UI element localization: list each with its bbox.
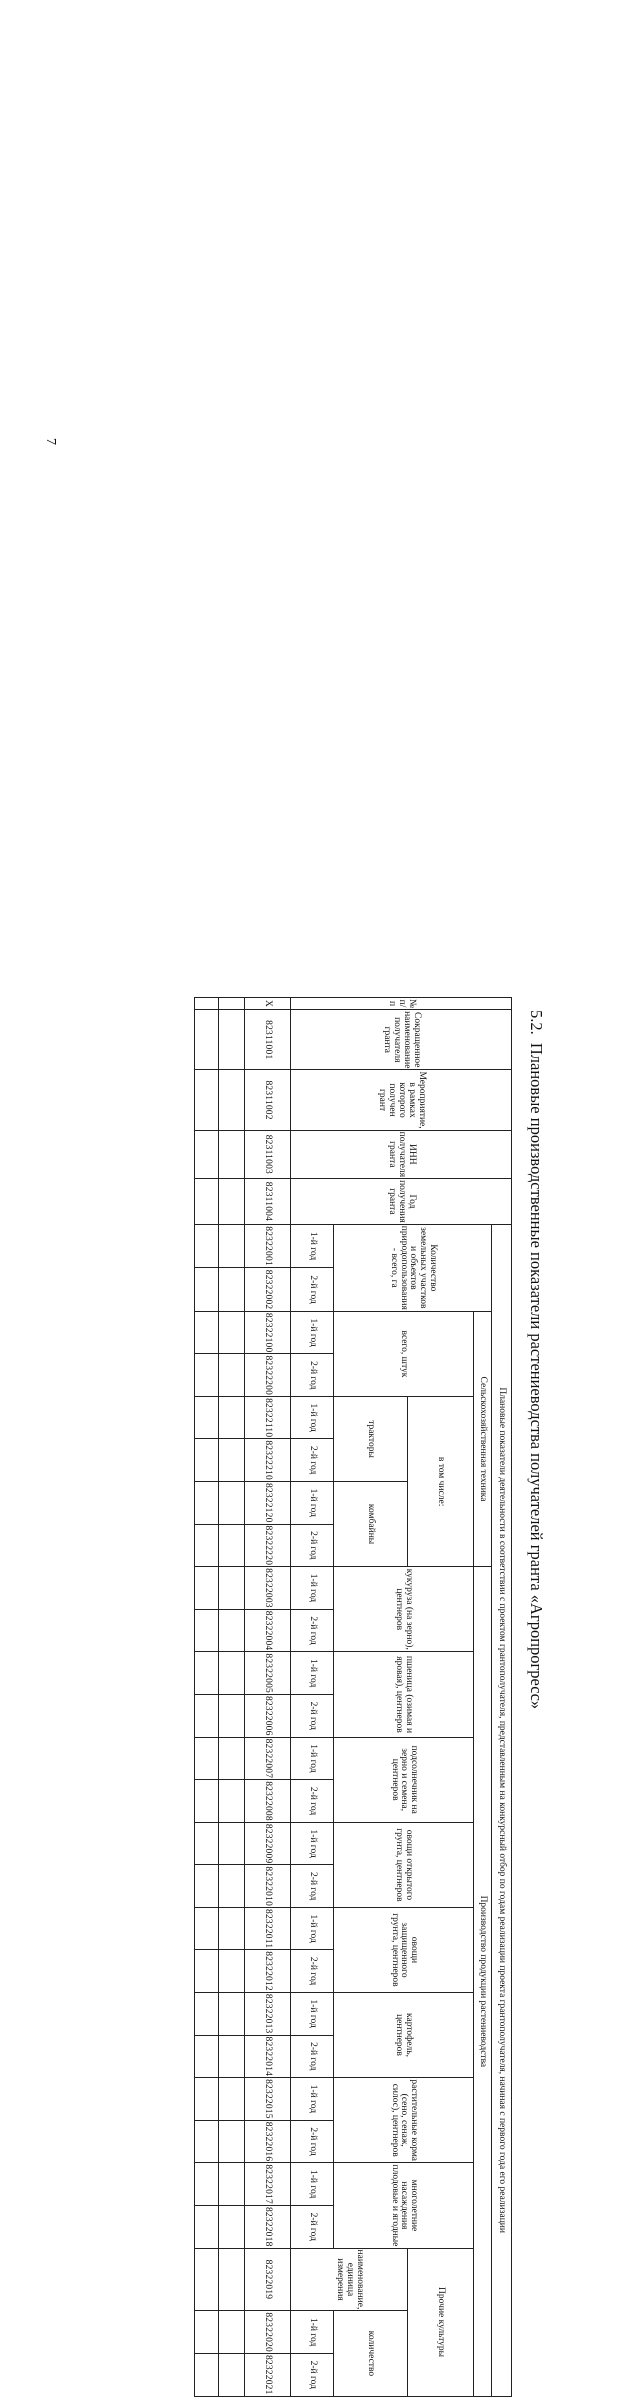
header-inn: ИНН получателя гранта: [291, 1130, 512, 1178]
header-corn: кукуруза (на зерно), центнеров: [334, 1567, 474, 1652]
code-cell: 82322002: [245, 1268, 291, 1312]
code-cell: 82322003: [245, 1567, 291, 1610]
header-including: в том числе:: [408, 1397, 474, 1567]
codes-row: [245, 998, 291, 2397]
section-number: 5.2.: [527, 1010, 546, 1035]
page-number: 7: [43, 438, 58, 445]
header-tractors: тракторы: [334, 1397, 408, 1482]
code-cell: 82322014: [245, 2035, 291, 2078]
year-cell: 2-й год: [291, 1865, 334, 1908]
code-cell: 82322010: [245, 1865, 291, 1908]
code-cell: 82311002: [245, 1070, 291, 1130]
code-cell: 82322011: [245, 1908, 291, 1950]
header-land: Количество земельных участков и объектов природопользования - всего, га: [334, 1224, 492, 1311]
header-perennial: многолетние насаждения плодовые и ягодные: [334, 2163, 474, 2248]
year-cell: 2-й год: [291, 2035, 334, 2078]
code-cell: 82322110: [245, 1397, 291, 1439]
header-fodder: растительные корма (сено, сенаж, силос), центнеров: [334, 2078, 474, 2163]
year-cell: 1-й год: [291, 1992, 334, 2035]
code-cell: 82322008: [245, 1780, 291, 1823]
header-event: Мероприятие, в рамках которого получен грант: [291, 1070, 512, 1130]
year-cell: 1-й год: [291, 1652, 334, 1695]
year-cell: 1-й год: [291, 1737, 334, 1780]
header-combines: комбайны: [334, 1481, 408, 1566]
code-cell: 82322020: [245, 2311, 291, 2354]
code-cell: 82322005: [245, 1652, 291, 1695]
header-machinery: Сельскохозяйственная техника: [474, 1311, 492, 1566]
year-cell: 1-й год: [291, 2311, 334, 2354]
empty-row: [195, 998, 219, 2397]
code-cell: 82311001: [245, 1010, 291, 1070]
header-recipient-name: Сокращенное наименование получателя гранта: [291, 1010, 512, 1070]
code-cell: 82311003: [245, 1130, 291, 1178]
header-grant-year: Год получения гранта: [291, 1179, 512, 1225]
header-veg-closed: овощи защищенного грунта, центнеров: [334, 1908, 474, 1993]
code-cell: 82322012: [245, 1950, 291, 1993]
year-cell: 1-й год: [291, 1224, 334, 1268]
code-cell: 82322021: [245, 2353, 291, 2396]
code-cell: 82322120: [245, 1481, 291, 1524]
year-cell: 1-й год: [291, 1397, 334, 1439]
code-cell: 82322200: [245, 1354, 291, 1397]
code-cell: 82322004: [245, 1609, 291, 1652]
code-cell: 82322210: [245, 1439, 291, 1482]
rotated-sheet: [0, 905, 634, 2395]
year-cell: 2-й год: [291, 1439, 334, 1482]
header-wheat: пшеница (озимая и яровая), центнеров: [334, 1652, 474, 1737]
year-cell: 1-й год: [291, 1908, 334, 1950]
header-plan-indicators: Плановые показатели деятельности в соответствии с проектом грантополучателя, представленным на конкурсный отбор по годам реализации проекта грантополучателя, начиная с первого года его реализации: [492, 1224, 512, 2396]
production-indicators-table: [194, 997, 512, 2397]
header-other-name: наименование, единица измерения: [291, 2248, 408, 2311]
year-cell: 1-й год: [291, 1822, 334, 1865]
year-cell: 2-й год: [291, 1694, 334, 1737]
section-heading: [526, 1010, 546, 1710]
code-cell: X: [245, 998, 291, 1010]
code-cell: 82311004: [245, 1179, 291, 1225]
code-cell: 82322007: [245, 1737, 291, 1780]
year-cell: 1-й год: [291, 1311, 334, 1354]
code-cell: 82322017: [245, 2163, 291, 2206]
code-cell: 82322016: [245, 2120, 291, 2163]
header-no: № п/п: [291, 998, 512, 1010]
section-title: Плановые производственные показатели растениеводства получателей гранта «Агропрогресс»: [527, 1042, 546, 1710]
year-cell: 2-й год: [291, 2353, 334, 2396]
year-cell: 1-й год: [291, 1481, 334, 1524]
code-cell: 82322013: [245, 1992, 291, 2035]
code-cell: 82322019: [245, 2248, 291, 2311]
year-cell: 1-й год: [291, 1567, 334, 1610]
header-production: Производство продукции растениеводства: [474, 1567, 492, 2396]
empty-row: [219, 998, 245, 2397]
code-cell: 82322100: [245, 1311, 291, 1354]
header-other-crops: Прочие культуры: [408, 2248, 474, 2396]
year-cell: 2-й год: [291, 1524, 334, 1567]
header-potato: картофель, центнеров: [334, 1992, 474, 2077]
year-cell: 2-й год: [291, 1354, 334, 1397]
year-cell: 2-й год: [291, 2120, 334, 2163]
code-cell: 82322220: [245, 1524, 291, 1567]
year-cell: 2-й год: [291, 1950, 334, 1993]
year-cell: 2-й год: [291, 2205, 334, 2248]
year-cell: 2-й год: [291, 1609, 334, 1652]
year-cell: 1-й год: [291, 2163, 334, 2206]
header-veg-open: овощи открытого грунта, центнеров: [334, 1822, 474, 1907]
header-other-qty: количество: [334, 2311, 408, 2396]
code-cell: 82322009: [245, 1822, 291, 1865]
code-cell: 82322015: [245, 2078, 291, 2121]
code-cell: 82322001: [245, 1224, 291, 1268]
year-cell: 2-й год: [291, 1268, 334, 1312]
year-cell: 1-й год: [291, 2078, 334, 2121]
header-total-units: всего, штук: [334, 1311, 474, 1396]
code-cell: 82322006: [245, 1694, 291, 1737]
header-sunflower: подсолнечник на зерно и семена, центнеров: [334, 1737, 474, 1822]
year-cell: 2-й год: [291, 1780, 334, 1823]
code-cell: 82322018: [245, 2205, 291, 2248]
